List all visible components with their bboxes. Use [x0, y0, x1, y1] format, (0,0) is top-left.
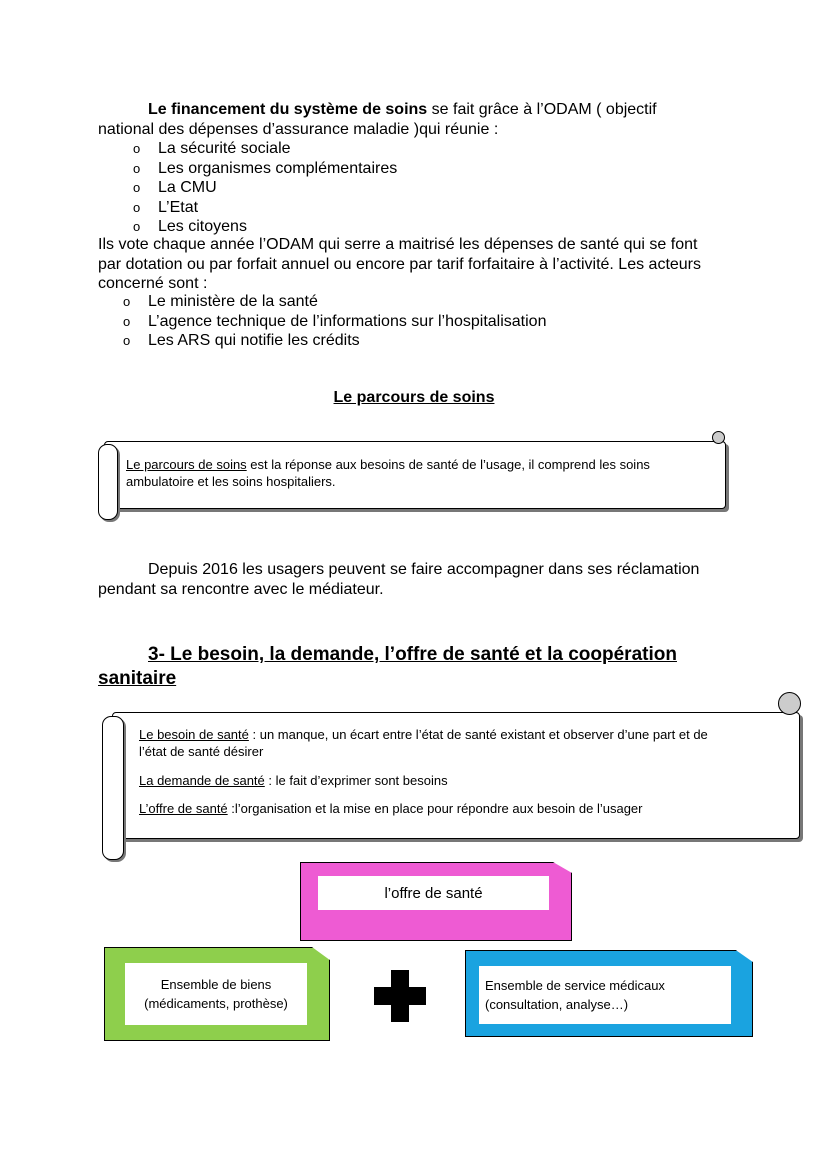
services-label: Ensemble de service médicaux (consultation, analyse…): [479, 966, 731, 1024]
list-item: o L’Etat: [133, 198, 199, 216]
demande-term: La demande de santé: [139, 773, 265, 788]
intro-paragraph: [98, 100, 738, 139]
list-item: o Le ministère de la santé: [123, 293, 318, 310]
list-item: o La sécurité sociale: [133, 140, 291, 157]
list-item: o La CMU: [133, 179, 217, 196]
mediator-paragraph: Depuis 2016 les usagers peuvent se faire accompagner dans ses réclamation pendant sa rencontre avec le médiateur.: [98, 561, 700, 598]
definitions-text: Le besoin de santé : un manque, un écart entre l’état de santé existant et observer d’une part et de l’état de santé désirer La demande de santé : le fait d’exprimer sont besoins L’offre de santé :l’organisation et la mise en place pour répondre aux besoin de l’usager: [139, 727, 708, 816]
list-item: o Les citoyens: [133, 218, 247, 235]
parcours-term: Le parcours de soins: [126, 457, 247, 472]
parcours-heading: Le parcours de soins: [333, 389, 495, 406]
scroll-curl-left: [102, 716, 124, 860]
intro-bold-term: Le financement du système de soins: [148, 101, 428, 118]
funders-list: [133, 139, 398, 237]
intro-text: se fait grâce à l’ODAM ( objectif: [427, 101, 657, 118]
besoin-term: Le besoin de santé: [139, 727, 249, 742]
scroll-curl-left: [98, 444, 118, 520]
scroll-knob: [712, 431, 725, 444]
section-3-heading: 3- Le besoin, la demande, l’offre de santé et la coopération sanitaire: [98, 644, 677, 689]
biens-label: Ensemble de biens (médicaments, prothèse): [125, 963, 307, 1025]
vote-paragraph: Ils vote chaque année l’ODAM qui serre a maitrisé les dépenses de santé qui se font par dotation ou par forfait annuel ou encore par tarif forfaitaire à l’activité. Les acteurs concerné sont :: [98, 236, 702, 292]
actors-list: [123, 292, 547, 351]
plus-icon: [374, 970, 426, 1022]
intro-text-line2: national des dépenses d’assurance maladie )qui réunie :: [98, 120, 499, 138]
offre-sante-label: l’offre de santé: [318, 876, 549, 910]
list-item: o L’agence technique de l’informations sur l’hospitalisation: [123, 312, 547, 330]
list-item: o Les organismes complémentaires: [133, 159, 398, 177]
parcours-definition: Le parcours de soins est la réponse aux besoins de santé de l’usage, il comprend les soins ambulatoire et les soins hospitaliers.: [126, 457, 650, 489]
offre-term: L’offre de santé: [139, 801, 228, 816]
list-item: o Les ARS qui notifie les crédits: [123, 332, 360, 349]
scroll-knob: [778, 692, 801, 715]
